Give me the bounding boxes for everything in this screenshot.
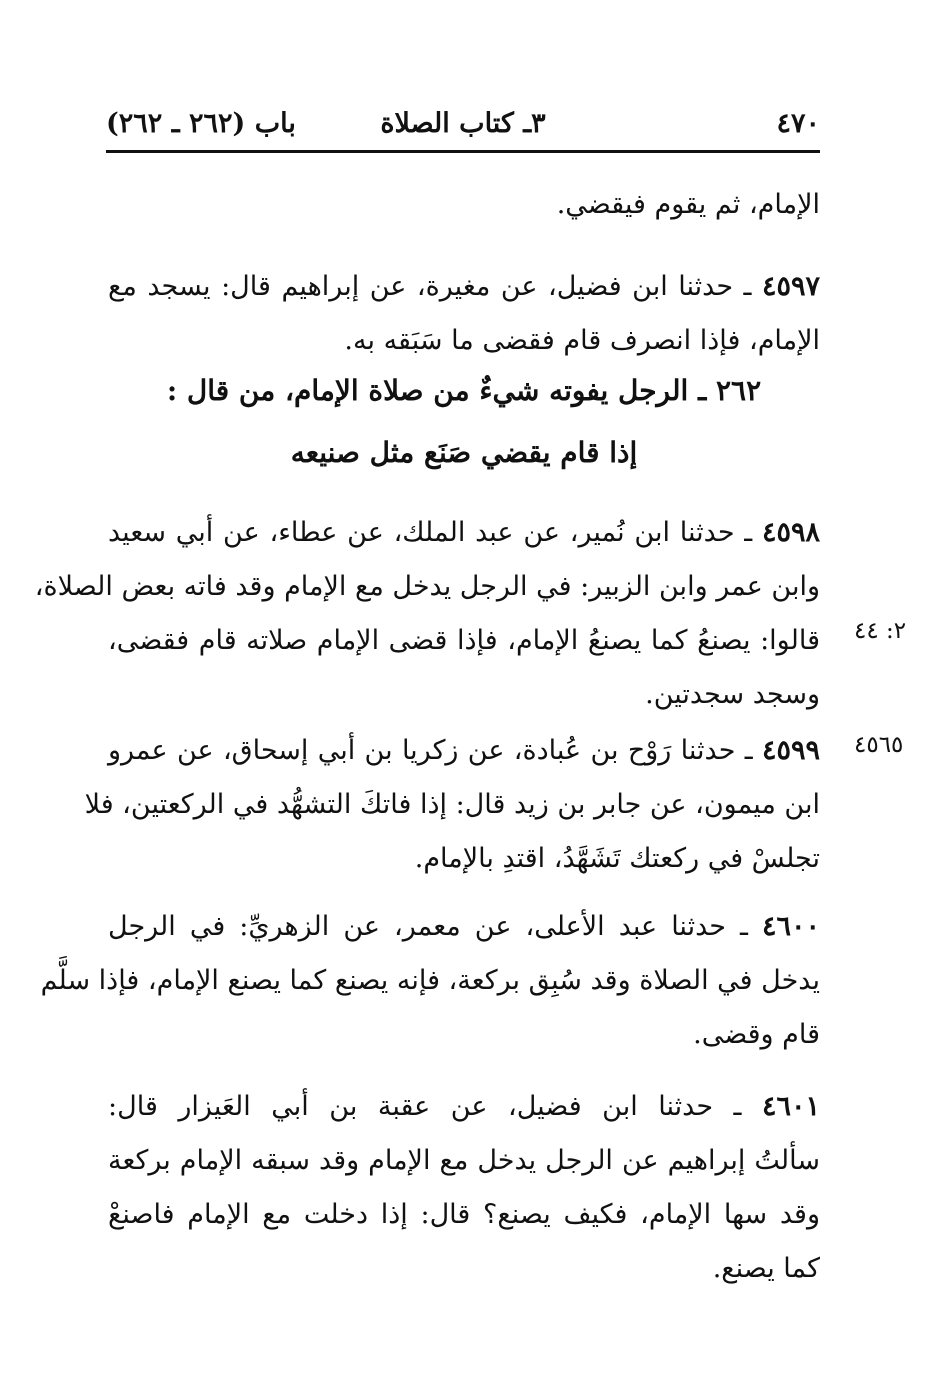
hadith-4598: [34, 506, 820, 722]
text-line: [108, 506, 820, 560]
chapter-heading-line-2: إذا قام يقضي صَنَع مثل صنيعه: [290, 436, 638, 469]
hadith-number: ٤٥٩٩: [761, 735, 820, 766]
text-line: [108, 1080, 820, 1134]
chapter-heading-line-1: ٢٦٢ ـ الرجل يفوته شيءٌ من صلاة الإمام، من قال :: [166, 374, 762, 407]
text-segment: ـ حدثنا رَوْح بن عُبادة، عن زكريا بن أبي إسحاق، عن عمرو: [108, 735, 753, 766]
running-header: [106, 100, 820, 146]
text-line: كما يصنع.: [712, 1253, 820, 1284]
text-line: قالوا: يصنعُ كما يصنعُ الإمام، فإذا قضى الإمام صلاته قام فقضى،: [108, 625, 820, 656]
text-segment: ـ حدثنا ابن فضيل، عن عقبة بن أبي العَيزار قال:: [108, 1091, 742, 1122]
hadith-number: ٤٥٩٨: [761, 517, 820, 548]
hadith-4601: [108, 1080, 820, 1296]
text-line: يدخل في الصلاة وقد سُبِق بركعة، فإنه يصنع كما يصنع الإمام، فإذا سلَّم: [40, 965, 820, 996]
text-line: تجلسْ في ركعتك تَشَهَّدُ، اقتدِ بالإمام.: [414, 843, 820, 874]
text-segment: ـ حدثنا ابن نُمير، عن عبد الملك، عن عطاء، عن أبي سعيد: [108, 517, 753, 548]
text-segment: ـ حدثنا ابن فضيل، عن مغيرة، عن إبراهيم قال: يسجد مع: [108, 271, 752, 302]
text-segment: ـ حدثنا عبد الأعلى، عن معمر، عن الزهريِّ: في الرجل: [108, 911, 748, 942]
hadith-4597: [108, 260, 820, 368]
hadith-4600: [40, 900, 820, 1062]
page-number: ٤٧٠: [776, 108, 820, 139]
text-line: وسجد سجدتين.: [645, 679, 820, 710]
header-rule: [106, 150, 820, 153]
text-line: وقد سها الإمام، فكيف يصنع؟ قال: إذا دخلت مع الإمام فاصنعْ: [108, 1199, 820, 1230]
margin-cross-reference: ٤٥٦٥: [854, 732, 904, 758]
text-line: سألتُ إبراهيم عن الرجل يدخل مع الإمام وقد سبقه الإمام بركعة: [108, 1145, 820, 1176]
text-line: [108, 724, 820, 778]
text-line: ابن ميمون، عن جابر بن زيد قال: إذا فاتكَ التشهُّد في الركعتين، فلا: [84, 789, 820, 820]
chapter-range: باب (٢٦٢ ـ ٢٦٢): [106, 108, 296, 139]
margin-cross-reference: ٢: ٤٤: [854, 618, 907, 644]
hadith-number: ٤٥٩٧: [761, 271, 820, 302]
text-line: الإمام، ثم يقوم فيقضي.: [556, 189, 820, 220]
book-title: ٣ـ كتاب الصلاة: [380, 108, 546, 139]
text-line: الإمام، فإذا انصرف قام فقضى ما سَبَقه به.: [344, 325, 820, 356]
hadith-4599: [84, 724, 820, 886]
text-line: وابن عمر وابن الزبير: في الرجل يدخل مع الإمام وقد فاته بعض الصلاة،: [34, 571, 820, 602]
hadith-number: ٤٦٠١: [761, 1091, 820, 1122]
hadith-number: ٤٦٠٠: [761, 911, 820, 942]
text-line: [108, 900, 820, 954]
continuation-paragraph: [108, 178, 820, 232]
text-line: قام وقضى.: [693, 1019, 820, 1050]
text-line: [108, 260, 820, 314]
